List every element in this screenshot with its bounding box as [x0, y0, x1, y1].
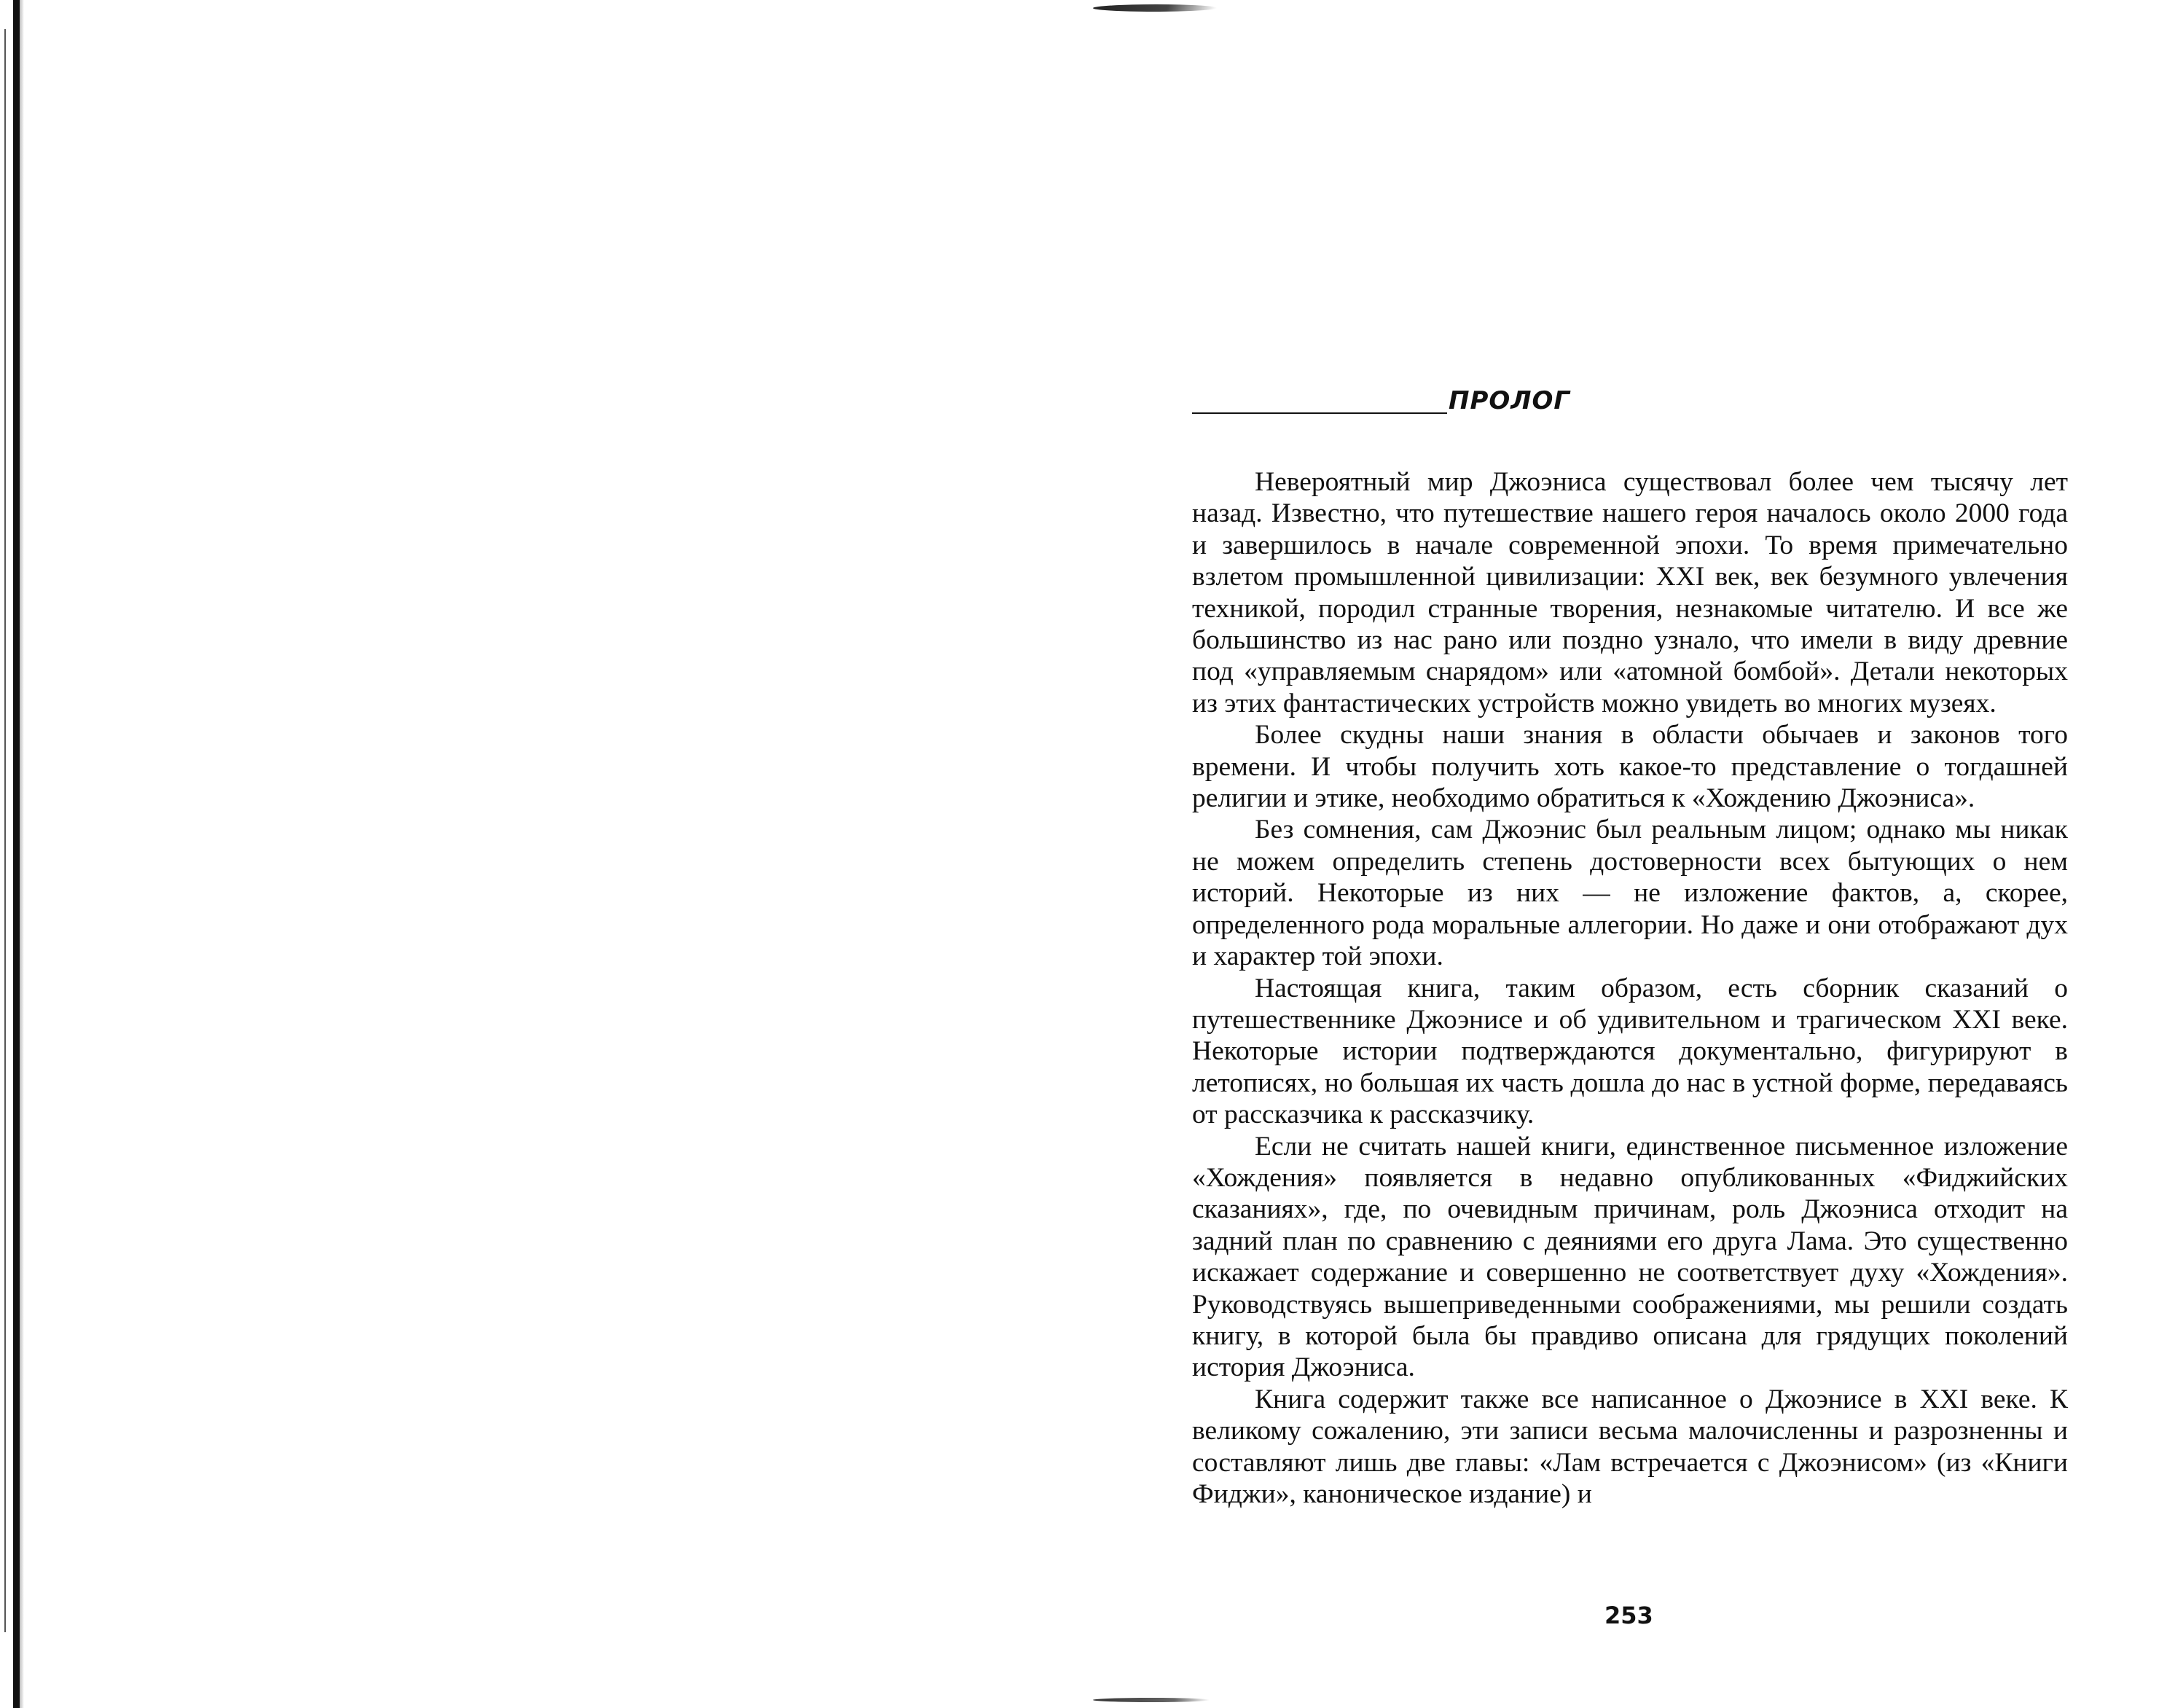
paragraph: Книга содержит также все написанное о Джоэнисе в XXI веке. К великому сожалению, эти записи весьма малочисленны и разрозненны и составляют лишь две главы: «Лам встречается с Джоэнисом» (из «Книги Фиджи», каноническое издание) и [1192, 1384, 2068, 1509]
chapter-rule [1192, 412, 1447, 414]
body-text [1192, 466, 2068, 1510]
paragraph: Настоящая книга, таким образом, есть сборник сказаний о путешественнике Джоэнисе и об удивительном и трагическом XXI веке. Некоторые истории подтверждаются документально, фигурируют в летописях, но большая их часть дошла до нас в устной форме, передаваясь от рассказчика к рассказчику. [1192, 973, 2068, 1130]
scan-smudge-top [1092, 4, 1218, 12]
book-spine-edge [13, 0, 20, 1708]
scan-spine-line [4, 29, 6, 1632]
chapter-header [1192, 386, 2068, 427]
spine-shadow [20, 0, 24, 1708]
paragraph: Если не считать нашей книги, единственное письменное изложение «Хождения» появляется в недавно опубликованных «Фиджийских сказаниях», где, по очевидным причинам, роль Джоэниса отходит на задний план по сравнению с деяниями его друга Лама. Это существенно искажает содержание и совершенно не соответствует духу «Хождения». Руководствуясь вышеприведенными соображениями, мы решили создать книгу, в которой была бы правдиво описана для грядущих поколений история Джоэниса. [1192, 1131, 2068, 1383]
right-page [1192, 386, 2068, 1629]
page-number: 253 [1604, 1602, 1653, 1629]
paragraph: Более скудны наши знания в области обычаев и законов того времени. И чтобы получить хоть какое-то представление о тогдашней религии и этике, необходимо обратиться к «Хождению Джоэниса». [1192, 720, 2068, 814]
paragraph: Без сомнения, сам Джоэнис был реальным лицом; однако мы никак не можем определить степень достоверности всех бытующих о нем историй. Некоторые из них — не изложение фактов, а, скорее, определенного рода моральные аллегории. Но даже и они отображают дух и характер той эпохи. [1192, 815, 2068, 972]
scan-smudge-bottom [1093, 1698, 1210, 1702]
paragraph: Невероятный мир Джоэниса существовал более чем тысячу лет назад. Известно, что путешествие нашего героя началось около 2000 года и завершилось в начале современной эпохи. То время примечательно взлетом промышленной цивилизации: XXI век, век безумного увлечения техникой, породил странные творения, незнакомые читателю. И все же большинство из нас рано или поздно узнало, что имели в виду древние под «управляемым снарядом» или «атомной бомбой». Детали некоторых из этих фантастических устройств можно увидеть во многих музеях. [1192, 467, 2068, 718]
chapter-title: ПРОЛОГ [1449, 386, 1571, 415]
